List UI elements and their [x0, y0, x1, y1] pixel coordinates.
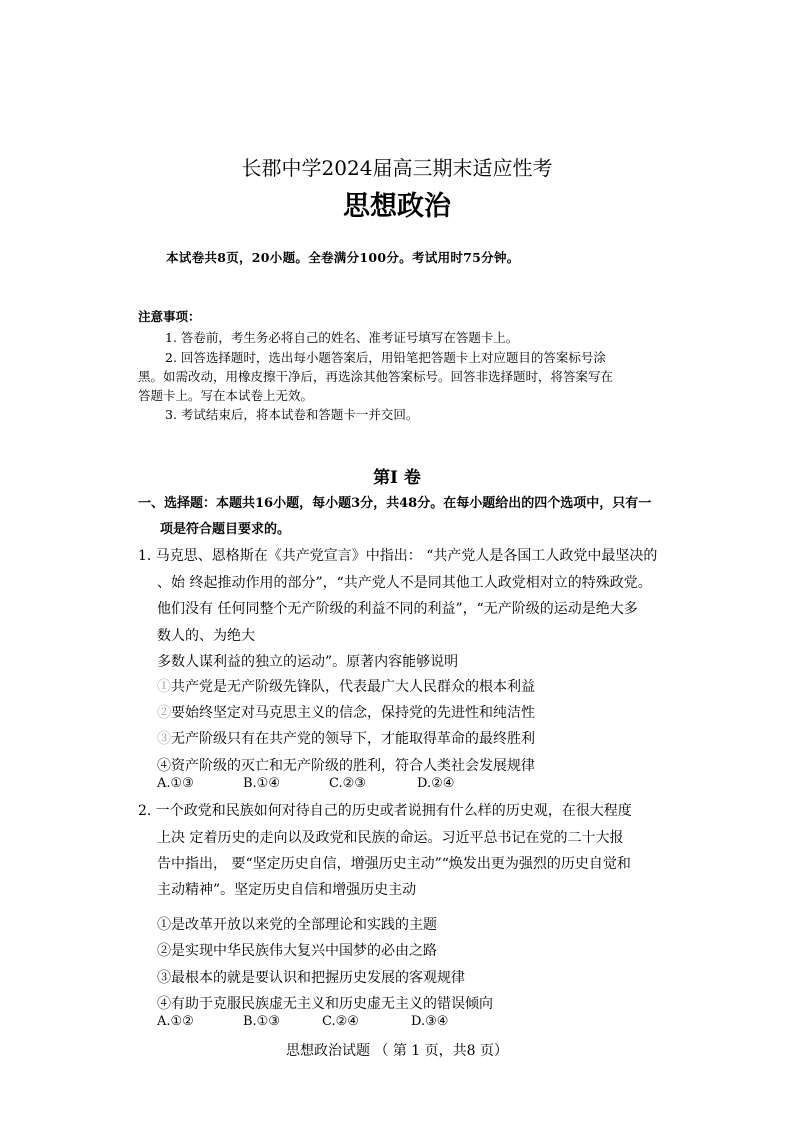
- question-2-option: ②是实现中华民族伟大复兴中国梦的必由之路: [157, 943, 437, 959]
- note-line: 2. 回答选择题时，选出每小题答案后，用铅笔把答题卡上对应题目的答案标号涂: [165, 350, 606, 365]
- option-text: 共产党是无产阶级先锋队，代表最广大人民群众的根本利益: [171, 679, 535, 695]
- question-1-option: [157, 728, 535, 748]
- question-1-text: 1. 马克思、恩格斯在《共产党宣言》中指出： “共产党人是各国工人政党中最坚决的: [138, 548, 658, 564]
- question-1-choice-b: B.①④: [243, 776, 280, 791]
- section-description: 一、选择题：本题共16小题，每小题3分，共48分。在每小题给出的四个选项中，只有一: [138, 496, 652, 511]
- question-2-choice-a: A.①②: [157, 1014, 194, 1029]
- question-1-option: [157, 676, 535, 696]
- question-1-choice-a: A.①③: [157, 776, 194, 791]
- option-number: ④: [157, 758, 171, 774]
- note-line: 答题卡上。写在本试卷上无效。: [138, 388, 314, 403]
- question-1-option: [157, 755, 535, 775]
- notes-heading: 注意事项：: [138, 309, 201, 324]
- question-1-text: 数人的、为绝大: [157, 628, 255, 644]
- question-2-choice-c: C.②④: [322, 1014, 359, 1029]
- question-2-text: 主动精神”。坚定历史自信和增强历史主动: [157, 882, 417, 898]
- question-2-option: ①是改革开放以来党的全部理论和实践的主题: [157, 917, 437, 933]
- question-2-choice-d: D.③④: [411, 1014, 449, 1029]
- question-2-text: 上决 定着历史的走向以及政党和民族的命运。习近平总书记在党的二十大报: [157, 830, 624, 846]
- question-1-text: 多数人谋利益的独立的运动”。原著内容能够说明: [157, 654, 459, 670]
- exam-title: 长郡中学2024届高三期末适应性考: [241, 156, 553, 180]
- question-2-option: ④有助于克服民族虚无主义和历史虚无主义的错误倾向: [157, 996, 493, 1012]
- section-title: 第I 卷: [373, 468, 421, 488]
- question-1-text: 他们没有 任何同整个无产阶级的利益不同的利益”，“无产阶级的运动是绝大多: [157, 601, 638, 617]
- note-line: 3. 考试结束后，将本试卷和答题卡一并交回。: [165, 407, 419, 422]
- option-text: 无产阶级只有在共产党的领导下，才能取得革命的最终胜利: [171, 731, 535, 747]
- option-number: ①: [157, 679, 171, 695]
- question-1-choice-d: D.②④: [417, 776, 455, 791]
- question-2-option: ③最根本的就是要认识和把握历史发展的客观规律: [157, 970, 465, 986]
- option-number: ②: [157, 705, 171, 721]
- subject-title: 思想政治: [343, 191, 451, 222]
- question-2-choice-b: B.①③: [243, 1014, 280, 1029]
- option-number: ③: [157, 731, 171, 747]
- question-2-text: 告中指出， 要“坚定历史自信，增强历史主动”“焕发出更为强烈的历史自觉和: [157, 856, 631, 872]
- question-1-choice-c: C.②③: [329, 776, 366, 791]
- option-text: 资产阶级的灭亡和无产阶级的胜利，符合人类社会发展规律: [171, 758, 535, 774]
- exam-info: 本试卷共8页，20小题。全卷满分100分。考试用时75分钟。: [166, 250, 520, 265]
- section-description: 项是符合题目要求的。: [160, 522, 291, 537]
- note-line: 1. 答卷前，考生务必将自己的姓名、准考证号填写在答题卡上。: [165, 330, 519, 345]
- option-text: 要始终坚定对马克思主义的信念，保持党的先进性和纯洁性: [171, 705, 535, 721]
- question-1-option: [157, 702, 535, 722]
- question-1-text: 、始 终起推动作用的部分”，“共产党人不是同其他工人政党相对立的特殊政党。: [157, 575, 652, 591]
- page-footer: 思想政治试题 （ 第 1 页，共8 页）: [285, 1043, 509, 1059]
- note-line: 黑。如需改动，用橡皮擦干净后，再选涂其他答案标号。回答非选择题时，将答案写在: [138, 369, 614, 384]
- question-2-text: 2. 一个政党和民族如何对待自己的历史或者说拥有什么样的历史观，在很大程度: [138, 803, 632, 819]
